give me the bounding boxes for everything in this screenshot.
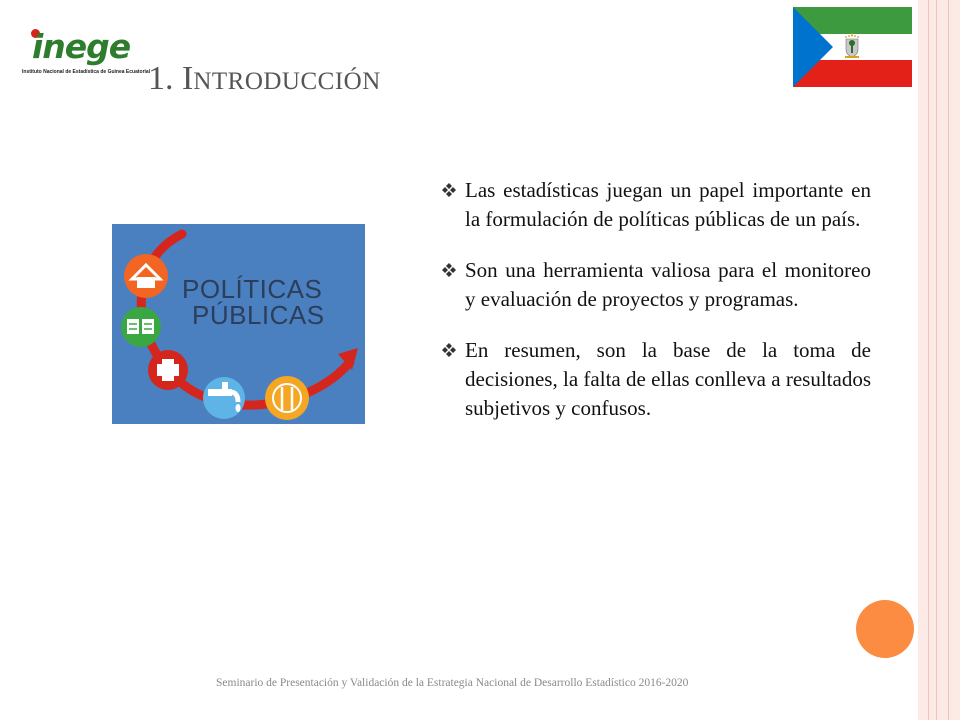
diamond-bullet-icon bbox=[441, 262, 457, 278]
diamond-bullet-icon bbox=[441, 182, 457, 198]
illustration-line1: POLÍTICAS bbox=[182, 274, 323, 304]
bullet-list bbox=[441, 176, 871, 423]
bar-line bbox=[928, 0, 929, 720]
bullet-text: En resumen, son la base de la toma de decisiones, la falta de ellas conlleva a resultados subjetivos y confusos. bbox=[465, 338, 871, 420]
medical-cross-icon bbox=[148, 350, 188, 390]
bullet-text: Son una herramienta valiosa para el monitoreo y evaluación de proyectos y programas. bbox=[465, 258, 871, 311]
cutlery-icon bbox=[265, 376, 309, 420]
decorative-orange-circle bbox=[856, 600, 914, 658]
water-tap-icon bbox=[203, 377, 245, 419]
inege-logo bbox=[20, 26, 151, 82]
title-number: 1. bbox=[148, 60, 174, 97]
list-item bbox=[441, 336, 871, 423]
list-item bbox=[441, 256, 871, 314]
logo-text: inege bbox=[32, 27, 131, 66]
page-title bbox=[148, 60, 381, 98]
right-decorative-bar bbox=[918, 0, 960, 720]
list-item bbox=[441, 176, 871, 234]
house-icon bbox=[124, 254, 168, 298]
bar-line bbox=[936, 0, 937, 720]
title-first-letter: I bbox=[182, 60, 194, 97]
bullet-text: Las estadísticas juegan un papel importante en la formulación de políticas públicas de un país. bbox=[465, 178, 871, 231]
title-rest: NTRODUCCIÓN bbox=[193, 68, 381, 95]
logo-subtitle: Instituto Nacional de Estadística de Guinea Ecuatorial bbox=[22, 69, 151, 75]
footer-text: Seminario de Presentación y Validación de la Estrategia Nacional de Desarrollo Estadístico 2016-2020 bbox=[216, 677, 689, 689]
illustration-line2: PÚBLICAS bbox=[192, 300, 325, 330]
book-icon bbox=[121, 307, 161, 347]
bar-line bbox=[948, 0, 949, 720]
diamond-bullet-icon bbox=[441, 342, 457, 358]
equatorial-guinea-flag bbox=[793, 7, 912, 87]
politicas-publicas-illustration bbox=[112, 224, 365, 424]
